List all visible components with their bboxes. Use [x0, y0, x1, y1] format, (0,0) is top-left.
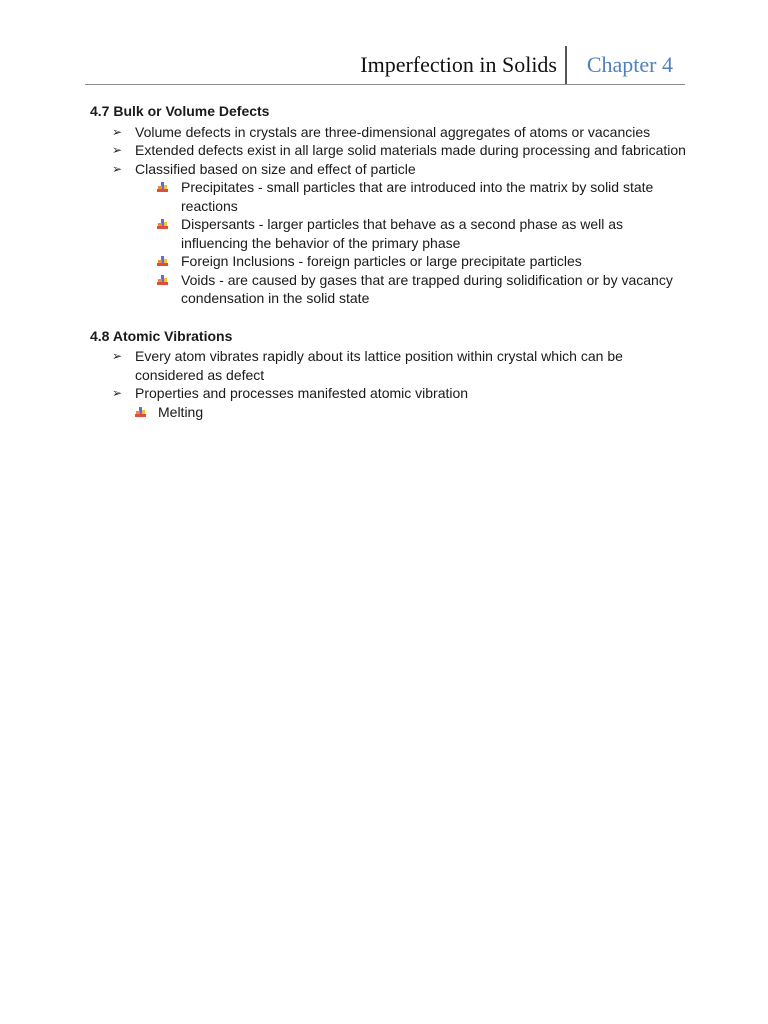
list-item-text: Melting: [158, 403, 204, 420]
sub-list-item: [90, 178, 690, 215]
list-item-text: Voids - are caused by gases that are trapped during solidification or by vacancy condensation in the solid state: [181, 271, 673, 306]
section-atomic-vibrations: [90, 327, 690, 422]
list-item-text: Precipitates - small particles that are introduced into the matrix by solid state reactions: [181, 179, 654, 214]
arrow-bullet-icon: ➢: [112, 143, 123, 157]
page-header: [85, 46, 685, 85]
colored-bullet-icon: [135, 407, 147, 418]
bullet-list: [90, 347, 690, 421]
header-title: Imperfection in Solids: [360, 52, 557, 77]
sub-list-item: [90, 215, 690, 252]
colored-bullet-icon: [157, 219, 169, 230]
list-item: [90, 384, 690, 403]
colored-bullet-icon: [157, 256, 169, 267]
list-item: [90, 347, 690, 384]
list-item: [90, 141, 690, 160]
arrow-bullet-icon: ➢: [112, 386, 123, 400]
sub-list-item: [90, 271, 690, 308]
list-item-text: Classified based on size and effect of particle: [135, 160, 416, 177]
sub-list-item: [90, 403, 690, 422]
list-item-text: Foreign Inclusions - foreign particles or large precipitate particles: [181, 253, 582, 269]
list-item: [90, 160, 690, 179]
section-bulk-defects: [90, 102, 690, 308]
section-heading: 4.7 Bulk or Volume Defects: [90, 103, 270, 119]
list-item-text: Extended defects exist in all large solid materials made during processing and fabrication: [135, 142, 686, 158]
header-divider: [565, 46, 567, 84]
arrow-bullet-icon: ➢: [112, 124, 123, 139]
document-body: [90, 100, 690, 421]
list-item: [90, 123, 690, 142]
list-item-text: Properties and processes manifested atomic vibration: [135, 385, 469, 401]
header-chapter: Chapter 4: [586, 52, 673, 77]
sub-list-item: [90, 252, 690, 271]
colored-bullet-icon: [157, 275, 169, 286]
arrow-bullet-icon: ➢: [112, 161, 123, 176]
colored-bullet-icon: [157, 182, 169, 193]
list-item-text: Volume defects in crystals are three-dimensional aggregates of atoms or vacancies: [135, 123, 651, 140]
list-item-text: Dispersants - larger particles that behave as a second phase as well as influencing the behavior of the primary phase: [181, 216, 624, 251]
bullet-list: [90, 123, 690, 308]
section-heading: 4.8 Atomic Vibrations: [90, 327, 233, 344]
arrow-bullet-icon: ➢: [112, 349, 123, 363]
list-item-text: Every atom vibrates rapidly about its lattice position within crystal which can be considered as defect: [135, 348, 623, 383]
